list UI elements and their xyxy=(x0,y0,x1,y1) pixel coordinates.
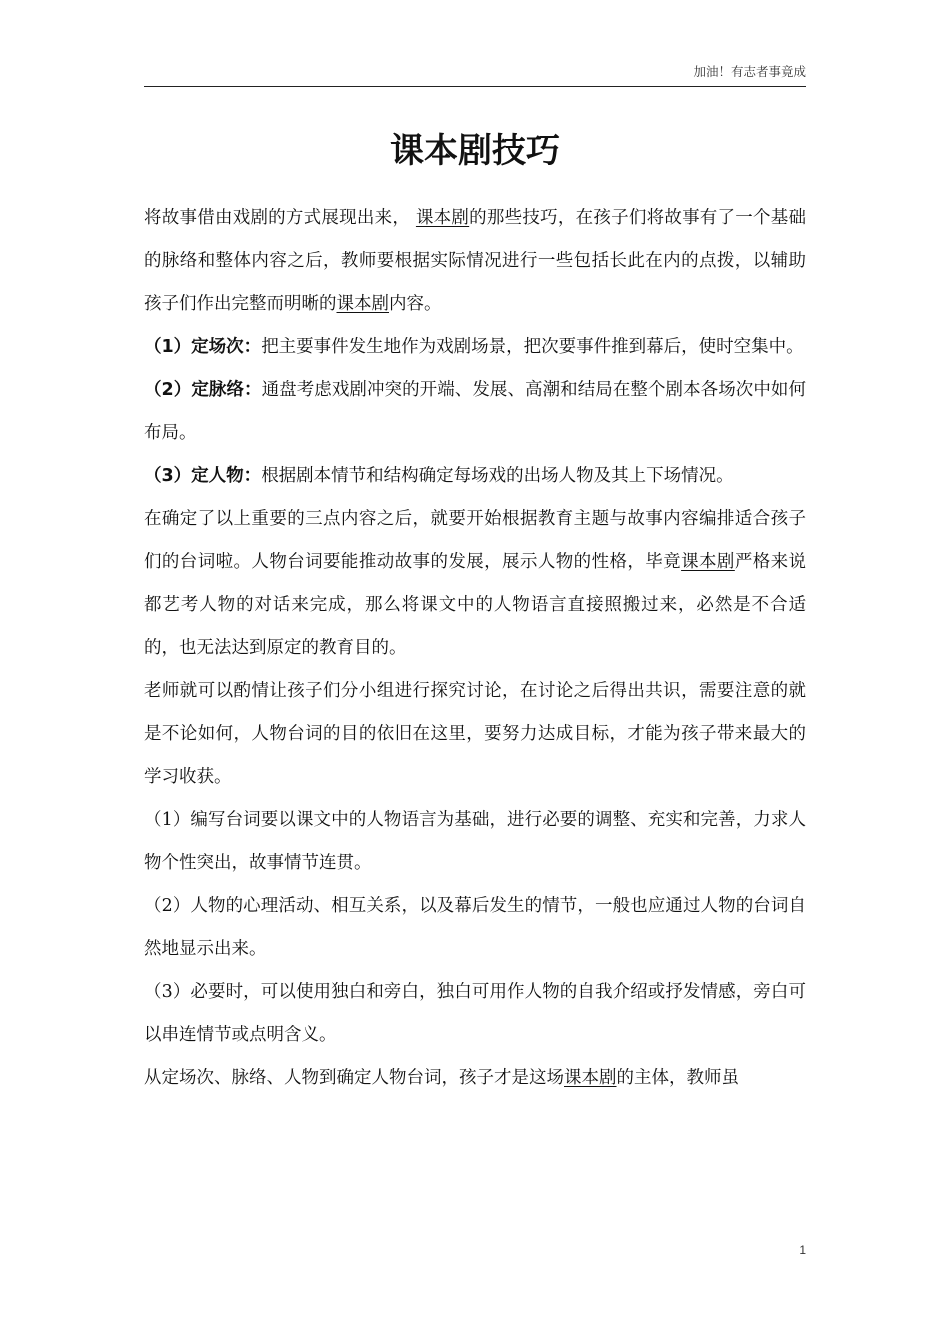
header-motto: 加油！有志者事竟成 xyxy=(693,64,806,79)
paragraph-tip-1: （1）编写台词要以课文中的人物语言为基础，进行必要的调整、充实和完善，力求人物个性突出，故事情节连贯。 xyxy=(144,810,806,873)
step-label: （3）定人物： xyxy=(144,466,262,486)
paragraph-discussion: 老师就可以酌情让孩子们分小组进行探究讨论，在讨论之后得出共识，需要注意的就是不论如何，人物台词的目的依旧在这里，要努力达成目标，才能为孩子带来最大的学习收获。 xyxy=(144,681,806,787)
paragraph-tip-3: （3）必要时，可以使用独白和旁白，独白可用作人物的自我介绍或抒发情感，旁白可以串连情节或点明含义。 xyxy=(144,982,806,1045)
document-body xyxy=(144,197,806,1100)
page-header xyxy=(144,62,806,87)
paragraph-step-1: （1）定场次：把主要事件发生地作为戏剧场景，把次要事件推到幕后，使时空集中。 xyxy=(144,337,804,357)
keyword-link[interactable]: 课本剧 xyxy=(336,294,389,314)
step-label: （1）定场次： xyxy=(144,337,262,357)
paragraph-step-3: （3）定人物：根据剧本情节和结构确定每场戏的出场人物及其上下场情况。 xyxy=(144,466,734,486)
step-label: （2）定脉络： xyxy=(144,380,262,400)
paragraph-conclusion: 从定场次、脉络、人物到确定人物台词，孩子才是这场课本剧的主体，教师虽 xyxy=(144,1068,739,1088)
paragraph-intro: 将故事借由戏剧的方式展现出来， 课本剧的那些技巧，在孩子们将故事有了一个基础的脉络和整体内容之后，教师要根据实际情况进行一些包括长此在内的点拨，以辅助孩子们作出完整而明晰的课本剧内容。 xyxy=(144,208,807,314)
paragraph-dialogue: 在确定了以上重要的三点内容之后，就要开始根据教育主题与故事内容编排适合孩子们的台词啦。人物台词要能推动故事的发展，展示人物的性格，毕竟课本剧严格来说都艺考人物的对话来完成，那么将课文中的人物语言直接照搬过来，必然是不合适的，也无法达到原定的教育目的。 xyxy=(144,509,807,658)
page-number: 1 xyxy=(799,1243,806,1257)
paragraph-tip-2: （2）人物的心理活动、相互关系，以及幕后发生的情节，一般也应通过人物的台词自然地显示出来。 xyxy=(144,896,806,959)
keyword-link[interactable]: 课本剧 xyxy=(564,1068,617,1088)
keyword-link[interactable]: 课本剧 xyxy=(681,552,735,572)
paragraph-step-2: （2）定脉络：通盘考虑戏剧冲突的开端、发展、高潮和结局在整个剧本各场次中如何布局。 xyxy=(144,380,806,443)
document-title: 课本剧技巧 xyxy=(390,131,560,171)
keyword-link[interactable]: 课本剧 xyxy=(415,208,470,228)
